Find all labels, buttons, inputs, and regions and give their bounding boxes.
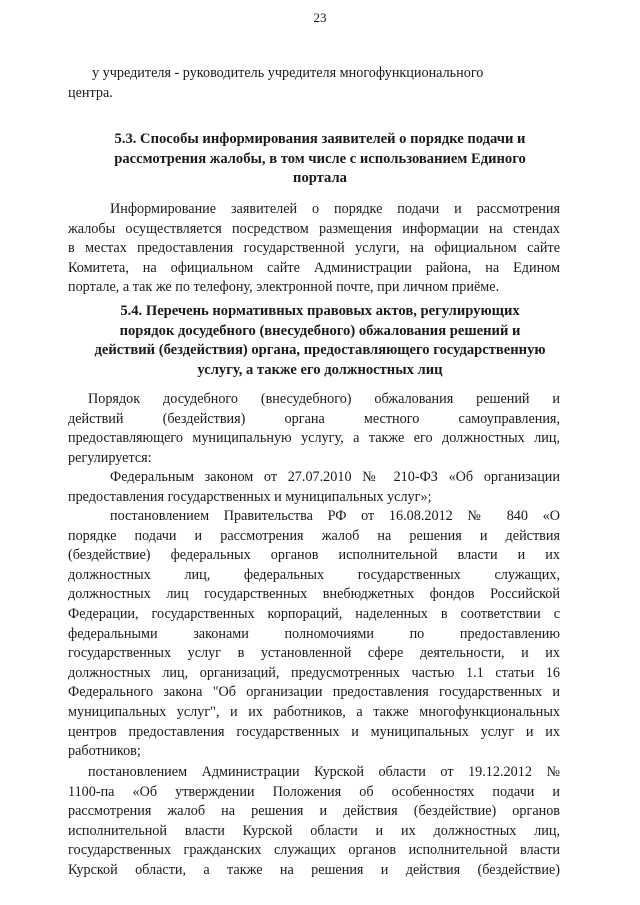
paragraph-line: государственных услуг в установленной сфере деятельности, и их bbox=[68, 645, 560, 662]
section-5-4-title bbox=[60, 302, 580, 380]
paragraph-line: должностных лиц государственных внебюджетных фондов Российской bbox=[68, 586, 560, 603]
intro-line: центра. bbox=[68, 85, 113, 101]
title-line: портала bbox=[293, 170, 347, 187]
paragraph-line: рассмотрения жалоб на решения и действия (бездействие) органов bbox=[68, 803, 560, 820]
act-item-federal-law-210 bbox=[68, 468, 560, 507]
act-item-government-decree-840 bbox=[68, 507, 560, 762]
section-5-3-title bbox=[60, 130, 580, 189]
paragraph-line: должностных лиц, организаций, предусмотренных частью 1.1 статьи 16 bbox=[68, 664, 560, 681]
title-line: 5.3. Способы информирования заявителей о порядке подачи и bbox=[114, 131, 526, 147]
paragraph-line: работников; bbox=[68, 743, 141, 760]
paragraph-line: федеральными законами полномочиями по предоставлению bbox=[68, 625, 560, 642]
paragraph-line: Федеральным законом от 27.07.2010 № 210-ФЗ «Об организации bbox=[110, 469, 560, 485]
paragraph-line: Федерации, государственных корпораций, наделенных в соответствии с bbox=[68, 605, 560, 622]
paragraph-line: 1100-па «Об утверждении Положения об особенностях подачи и bbox=[68, 783, 560, 800]
paragraph-line: исполнительной власти Курской области и их должностных лиц, bbox=[68, 822, 560, 839]
paragraph-line: портале, а так же по телефону, электронной почте, при личном приёме. bbox=[68, 279, 500, 296]
paragraph-line: Курской области, а также на решения и действия (бездействие) bbox=[68, 861, 560, 878]
paragraph-line: порядке подачи и рассмотрения жалоб на решения и действия bbox=[68, 527, 560, 544]
title-line: рассмотрения жалобы, в том числе с использованием Единого bbox=[114, 150, 526, 167]
paragraph-line: должностных лиц, федеральных государственных служащих, bbox=[68, 566, 560, 583]
paragraph-line: в местах предоставления государственной услуги, на официальном сайте bbox=[68, 240, 560, 257]
intro-text-end bbox=[68, 84, 560, 104]
paragraph-line: предоставления государственных и муниципальных услуг»; bbox=[68, 488, 432, 505]
intro-text bbox=[92, 64, 560, 84]
section-5-3-paragraph bbox=[68, 200, 560, 298]
paragraph-line: Федерального закона "Об организации предоставления государственных и bbox=[68, 684, 560, 701]
paragraph-line: предоставляющего муниципальную услугу, а также его должностных лиц, bbox=[68, 430, 560, 447]
paragraph-line: центров предоставления государственных и муниципальных услуг и их bbox=[68, 723, 560, 740]
paragraph-line: (бездействие) федеральных органов исполнительной власти и их bbox=[68, 547, 560, 564]
paragraph-line: Порядок досудебного (внесудебного) обжалования решений и bbox=[88, 391, 560, 407]
paragraph-line: действий (бездействия) органа местного самоуправления, bbox=[68, 410, 560, 427]
title-line: 5.4. Перечень нормативных правовых актов, регулирующих bbox=[120, 303, 520, 319]
paragraph-line: государственных гражданских служащих органов исполнительной власти bbox=[68, 842, 560, 859]
title-line: услугу, а также его должностных лиц bbox=[197, 361, 443, 378]
intro-line: у учредителя - руководитель учредителя многофункционального bbox=[92, 65, 484, 81]
paragraph-line: постановлением Администрации Курской области от 19.12.2012 № bbox=[88, 764, 560, 780]
paragraph-line: жалобы осуществляется посредством размещения информации на стендах bbox=[68, 220, 560, 237]
section-5-4-intro bbox=[68, 390, 560, 468]
title-line: порядок досудебного (внесудебного) обжалования решений и bbox=[119, 322, 521, 339]
paragraph-line: Информирование заявителей о порядке подачи и рассмотрения bbox=[110, 201, 560, 217]
paragraph-line: Комитета, на официальном сайте Администрации района, на Едином bbox=[68, 259, 560, 276]
paragraph-line: регулируется: bbox=[68, 449, 152, 466]
paragraph-line: муниципальных услуг", и их работников, а также многофункциональных bbox=[68, 703, 560, 720]
title-line: действий (бездействия) органа, предоставляющего государственную bbox=[94, 342, 546, 359]
page-number: 23 bbox=[313, 10, 327, 25]
act-item-kursk-decree-1100 bbox=[68, 763, 560, 881]
paragraph-line: постановлением Правительства РФ от 16.08.2012 № 840 «О bbox=[110, 508, 560, 524]
